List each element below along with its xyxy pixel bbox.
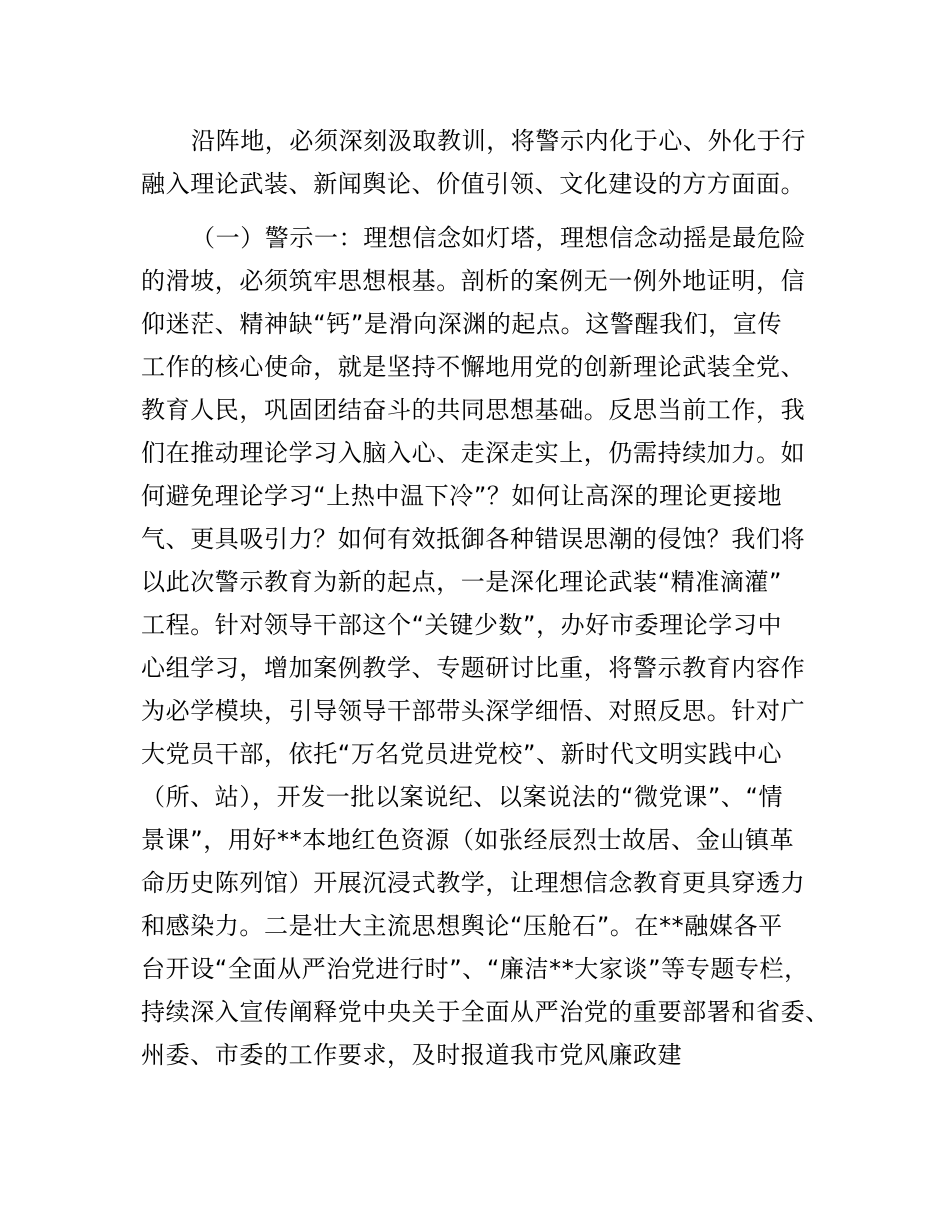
text-line: 工程。针对领导干部这个“关键少数”，办好市委理论学习中 xyxy=(141,611,783,639)
paragraph-warning-one xyxy=(141,217,830,1077)
text-line: 的滑坡，必须筑牢思想根基。剖析的案例无一例外地证明，信 xyxy=(141,267,806,295)
text-line: 州委、市委的工作要求，及时报道我市党风廉政建 xyxy=(141,1041,683,1069)
text-line: 气、更具吸引力？如何有效抵御各种错误思潮的侵蚀？我们将 xyxy=(141,525,806,553)
text-line: 命历史陈列馆）开展沉浸式教学，让理想信念教育更具穿透力 xyxy=(141,869,806,897)
text-line: 心组学习，增加案例教学、专题研讨比重，将警示教育内容作 xyxy=(141,654,806,682)
text-line: 沿阵地，必须深刻汲取教训，将警示内化于心、外化于行 xyxy=(191,127,806,155)
text-line: 工作的核心使命，就是坚持不懈地用党的创新理论武装全党、 xyxy=(141,353,806,381)
text-line: 大党员干部，依托“万名党员进党校”、新时代文明实践中心 xyxy=(141,740,783,768)
paragraph-intro-continuation xyxy=(141,120,821,206)
section-heading-line: （一）警示一：理想信念如灯塔，理想信念动摇是最危险 xyxy=(191,224,806,252)
text-line: 们在推动理论学习入脑入心、走深走实上，仍需持续加力。如 xyxy=(141,439,806,467)
text-line: （所、站），开发一批以案说纪、以案说法的“微党课”、“情 xyxy=(141,783,784,811)
text-line: 仰迷茫、精神缺“钙”是滑向深渊的起点。这警醒我们，宣传 xyxy=(141,310,783,338)
text-line: 为必学模块，引导领导干部带头深学细悟、对照反思。针对广 xyxy=(141,697,806,725)
text-line: 教育人民，巩固团结奋斗的共同思想基础。反思当前工作，我 xyxy=(141,396,806,424)
text-line: 以此次警示教育为新的起点，一是深化理论武装“精准滴灌” xyxy=(141,568,783,596)
text-line: 台开设“全面从严治党进行时”、“廉洁**大家谈”等专题专栏， xyxy=(141,955,809,983)
text-line: 融入理论武装、新闻舆论、价值引领、文化建设的方方面面。 xyxy=(141,170,806,198)
text-line: 何避免理论学习“上热中温下冷”？如何让高深的理论更接地 xyxy=(141,482,783,510)
text-line: 和感染力。二是壮大主流思想舆论“压舱石”。在**融媒各平 xyxy=(141,912,783,940)
text-line: 持续深入宣传阐释党中央关于全面从严治党的重要部署和省委、 xyxy=(141,998,830,1026)
text-line: 景课”，用好**本地红色资源（如张经辰烈士故居、金山镇革 xyxy=(141,826,795,854)
document-page xyxy=(141,120,830,1077)
